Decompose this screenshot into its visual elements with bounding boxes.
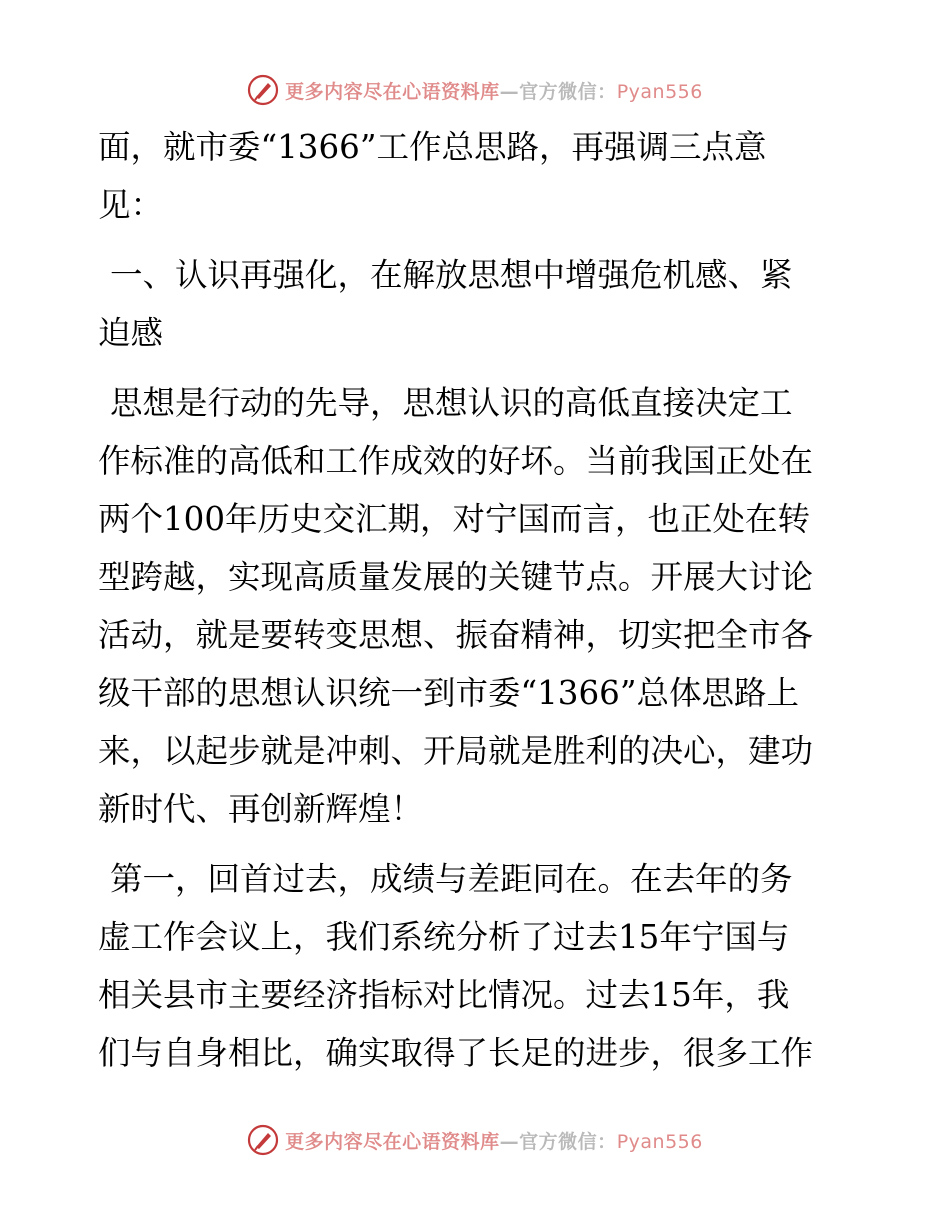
- header-watermark: [0, 70, 950, 110]
- footer-watermark: [0, 1120, 950, 1160]
- section-heading-line: 迫感: [98, 314, 164, 352]
- watermark-wechat-label: 官方微信：: [519, 80, 617, 103]
- text-line: 第一，回首过去，成绩与差距同在。在去年的务: [110, 860, 793, 898]
- text-line: 新时代、再创新辉煌！: [98, 790, 424, 828]
- document-body: [98, 118, 858, 1082]
- watermark-wechat-id: Pyan556: [616, 1130, 703, 1153]
- quill-seal-icon: [247, 74, 279, 106]
- text-line: 思想是行动的先导，思想认识的高低直接决定工: [110, 384, 793, 422]
- watermark-separator: —: [499, 80, 520, 103]
- paragraph-2: [98, 374, 858, 838]
- section-heading-line: 一、认识再强化，在解放思想中增强危机感、紧: [110, 256, 793, 294]
- text-line: 级干部的思想认识统一到市委“1366”总体思路上: [98, 674, 799, 712]
- quill-seal-icon: [247, 1124, 279, 1156]
- text-line: 虚工作会议上，我们系统分析了过去15年宁国与: [98, 918, 790, 956]
- text-line: 来，以起步就是冲刺、开局就是胜利的决心，建功: [98, 732, 814, 770]
- watermark-wechat-id: Pyan556: [616, 80, 703, 103]
- watermark-separator: —: [499, 1130, 520, 1153]
- paragraph-3: [98, 850, 858, 1082]
- paragraph-1: [98, 118, 858, 234]
- text-line: 面，就市委“1366”工作总思路，再强调三点意: [98, 128, 767, 166]
- section-heading-1: [98, 246, 858, 362]
- text-line: 两个100年历史交汇期，对宁国而言，也正处在转: [98, 500, 811, 538]
- text-line: 作标准的高低和工作成效的好坏。当前我国正处在: [98, 442, 814, 480]
- watermark-wechat-label: 官方微信：: [519, 1130, 617, 1153]
- text-line: 相关县市主要经济指标对比情况。过去15年，我: [98, 976, 790, 1014]
- text-line: 见：: [98, 186, 164, 224]
- watermark-main-text: 更多内容尽在心语资料库: [285, 80, 500, 103]
- text-line: 活动，就是要转变思想、振奋精神，切实把全市各: [98, 616, 814, 654]
- watermark-main-text: 更多内容尽在心语资料库: [285, 1130, 500, 1153]
- text-line: 型跨越，实现高质量发展的关键节点。开展大讨论: [98, 558, 814, 596]
- text-line: 们与自身相比，确实取得了长足的进步，很多工作: [98, 1034, 814, 1072]
